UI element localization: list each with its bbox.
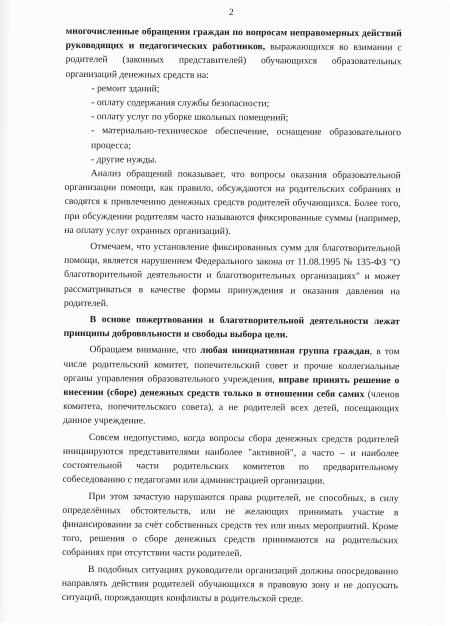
intro-paragraph [65, 25, 401, 84]
analysis-paragraph: Анализ обращений показывает, что вопросы оказания образовательной организации помощи, как правило, обсуждаются на родительских собраниях и сводятся к привлечению денежных средств родителей обучающихся. Более того, при обсуждении родителям часто называются фиксированные суммы (например, на оплату услуг охранных организаций). [64, 168, 401, 237]
law-paragraph: Отмечаем, что установление фиксированных сумм для благотворительной помощи, является нарушением Федерального закона от 11.08.1995 № 135-ФЗ "О благотворительной деятельности и благотворительных организациях" и может рассматриваться в качестве формы принуждения и оказания давления на родителей. [63, 241, 401, 310]
needs-list [65, 82, 402, 170]
intro-bold-text: многочисленные обращения граждан по вопросам неправомерных действий руководящих и педагогических работников, [65, 25, 402, 53]
list-item: - оплату содержания службы безопасности; [91, 97, 270, 110]
attention-tail: (членов комитета, попечительского совета), а не родителей всех детей, посещающих данное учреждение. [63, 389, 400, 427]
attention-mid: , в том числе родительский комитет, попечительский совет и прочие коллегиальные органы управления образовательного учреждения, [63, 346, 400, 386]
attention-bold-2: вправе принять решение о внесении (сборе) денежных средств только в отношении себя самих [63, 374, 400, 401]
conclusion-paragraph: В подобных ситуациях руководители организаций должны опосредованно направлять действия родителей обучающихся в правовую зону и не допускать ситуаций, порождающих конфликты в родительской среде. [61, 563, 399, 605]
attention-lead: Обращаем внимание, что [89, 344, 201, 357]
list-item: - другие нужды. [90, 153, 157, 166]
attention-paragraph [63, 343, 400, 431]
page-number: 2 [228, 8, 234, 19]
list-item: - оплату услуг по уборке школьных помещений; [91, 111, 289, 124]
principles-paragraph: В основе пожертвования и благотворительной деятельности лежат принципы добровольности и свободы выбора цели. [63, 314, 400, 341]
inadmissible-paragraph: Совсем недопустимо, когда вопросы сбора денежных средств родителей инициируются представителями наиболее "активной", а часто – и наиболее состоятельной части родительских комитетов по предварительному собеседованию с педагогами или администрацией организации. [62, 431, 399, 488]
list-item: - материально-техническое обеспечение, оснащение образовательного процесса; [90, 125, 402, 151]
list-item: - ремонт зданий; [91, 82, 160, 95]
intro-text: выражающихся во взимании с родителей (законных представителей) обучающихся образовательных организаций денежных средств на: [65, 41, 402, 81]
rights-paragraph: При этом зачастую нарушаются права родителей, не способных, в силу определённых обстоятельств, или не желающих принимать участие в финансировании за счёт собственных средств тех или иных мероприятий. Кроме того, решения о сборе денежных средств принимаются на родительских собраниях при отсутствии части родителей. [62, 490, 399, 560]
scan-shadow [0, 0, 10, 622]
attention-bold-1: любая инициативная группа граждан [200, 345, 370, 358]
